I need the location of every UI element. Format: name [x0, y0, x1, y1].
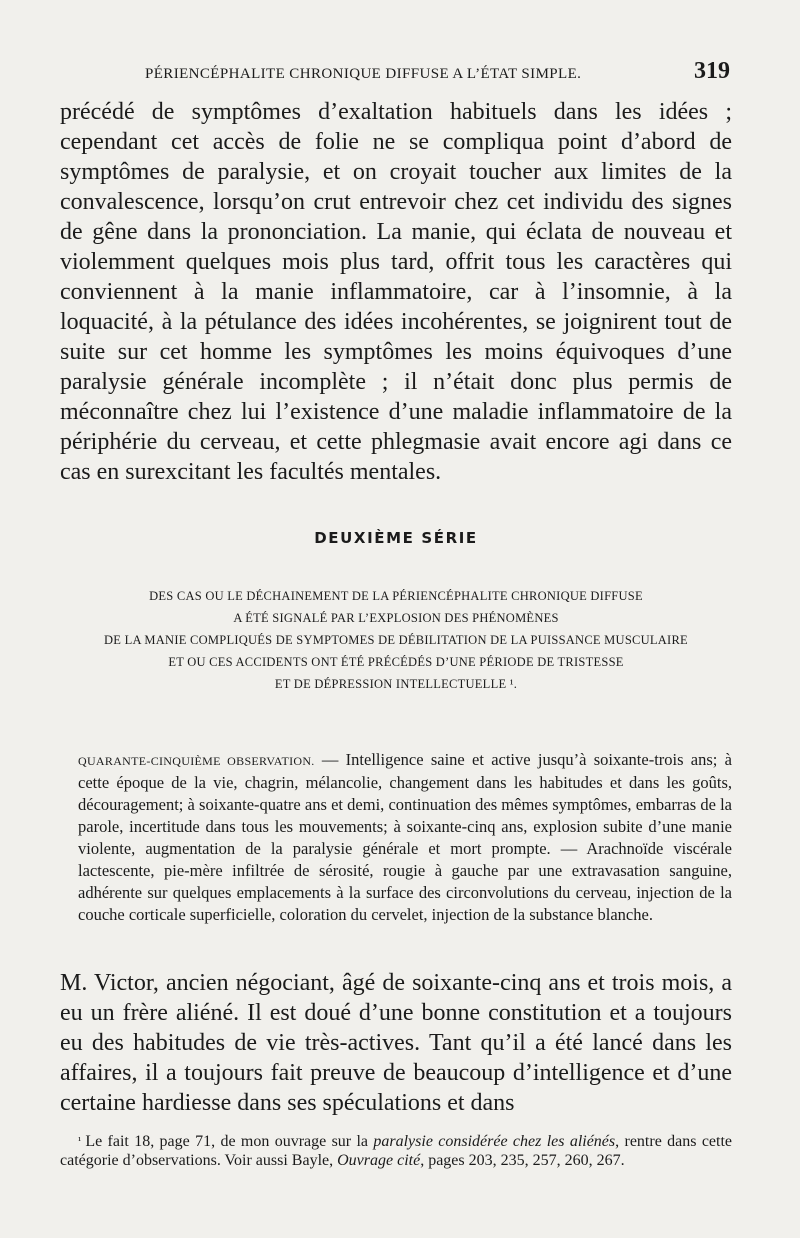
body-paragraph-1: précédé de symptômes d’exaltation habituels dans les idées ; cependant cet accès de folie ne se compliqua point d’abord de symptômes de paralysie, et on croyait toucher aux limites de la convalescence, lorsqu’on crut entrevoir chez cet individu des signes de gêne dans la prononciation. La manie, qui éclata de nouveau et violemment quelques mois plus tard, offrit tous les caractères qui conviennent à la manie inflammatoire, car à l’insomnie, à la loquacité, à la pétulance des idées incohérentes, se joignirent tout de suite sur cet homme les symptômes les moins équivoques d’une paralysie générale incomplète ; il n’était donc plus permis de méconnaître chez lui l’existence d’une maladie inflammatoire de la périphérie du cerveau, et cette phlegmasie avait encore agi dans ce cas en surexcitant les facultés mentales. — [60, 99, 732, 485]
observation-summary — [78, 749, 732, 926]
footnote-italic-2: Ouvrage cité — [337, 1152, 421, 1169]
subtitle-line: A ÉTÉ SIGNALÉ PAR L’EXPLOSION DES PHÉNOMÈNES — [233, 611, 559, 625]
footnote-text-1: Le fait 18, page 71, de mon ouvrage sur la — [85, 1133, 374, 1150]
subtitle-line: ET OU CES ACCIDENTS ONT ÉTÉ PRÉCÉDÉS D’UNE PÉRIODE DE TRISTESSE — [168, 655, 624, 669]
footnote-italic-1: paralysie considérée chez les aliénés — [373, 1133, 616, 1150]
observation-text: — Intelligence saine et active jusqu’à soixante-trois ans; à cette époque de la vie, chagrin, mélancolie, changement dans les habitudes et dans les goûts, découragement; à soixante-quatre ans et demi, continuation des mêmes symptômes, embarras de la parole, incertitude dans tous les mouvements; à soixante-cinq ans, explosion subite d’une manie violente, augmentation de la paralysie générale et mort prompte. — Arachnoïde viscérale lactescente, pie-mère infiltrée de sérosité, rougie à gauche par une extravasation sanguine, adhérente sur quelques emplacements à la surface des circonvolutions du cerveau, injection de la couche corticale superficielle, coloration du cervelet, injection de la substance blanche. — [78, 750, 732, 924]
subtitle-line: DE LA MANIE COMPLIQUÉS DE SYMPTOMES DE DÉBILITATION DE LA PUISSANCE MUSCULAIRE — [104, 633, 688, 647]
running-title: PÉRIENCÉPHALITE CHRONIQUE DIFFUSE A L’ÉTAT SIMPLE. — [145, 66, 582, 82]
subtitle-line: DES CAS OU LE DÉCHAINEMENT DE LA PÉRIENCÉPHALITE CHRONIQUE DIFFUSE — [149, 589, 643, 603]
body-paragraph-2: M. Victor, ancien négociant, âgé de soixante-cinq ans et trois mois, a eu un frère aliéné. Il est doué d’une bonne constitution et a toujours eu des habitudes de vie très-actives. Tant qu’il a été lancé dans les affaires, il a toujours fait preuve de beaucoup d’intelligence et d’une certaine hardiesse dans ses spéculations et dans — [60, 970, 732, 1116]
section-subtitle — [60, 585, 732, 695]
observation-heading: QUARANTE-CINQUIÈME OBSERVATION. — [78, 754, 315, 768]
footnote — [60, 1132, 732, 1170]
footnote-text-3: , pages 203, 235, 257, 260, 267. — [420, 1152, 625, 1169]
page-number: 319 — [694, 58, 730, 84]
footnote-mark: ¹ — [78, 1135, 82, 1147]
page-header — [145, 58, 730, 86]
footnote-text-2: , rentre dans cette catégorie d’observations. Voir aussi Bayle, — [60, 1133, 733, 1169]
subtitle-line: ET DE DÉPRESSION INTELLECTUELLE ¹. — [274, 677, 518, 691]
section-title: DEUXIÈME SÉRIE — [314, 529, 478, 547]
